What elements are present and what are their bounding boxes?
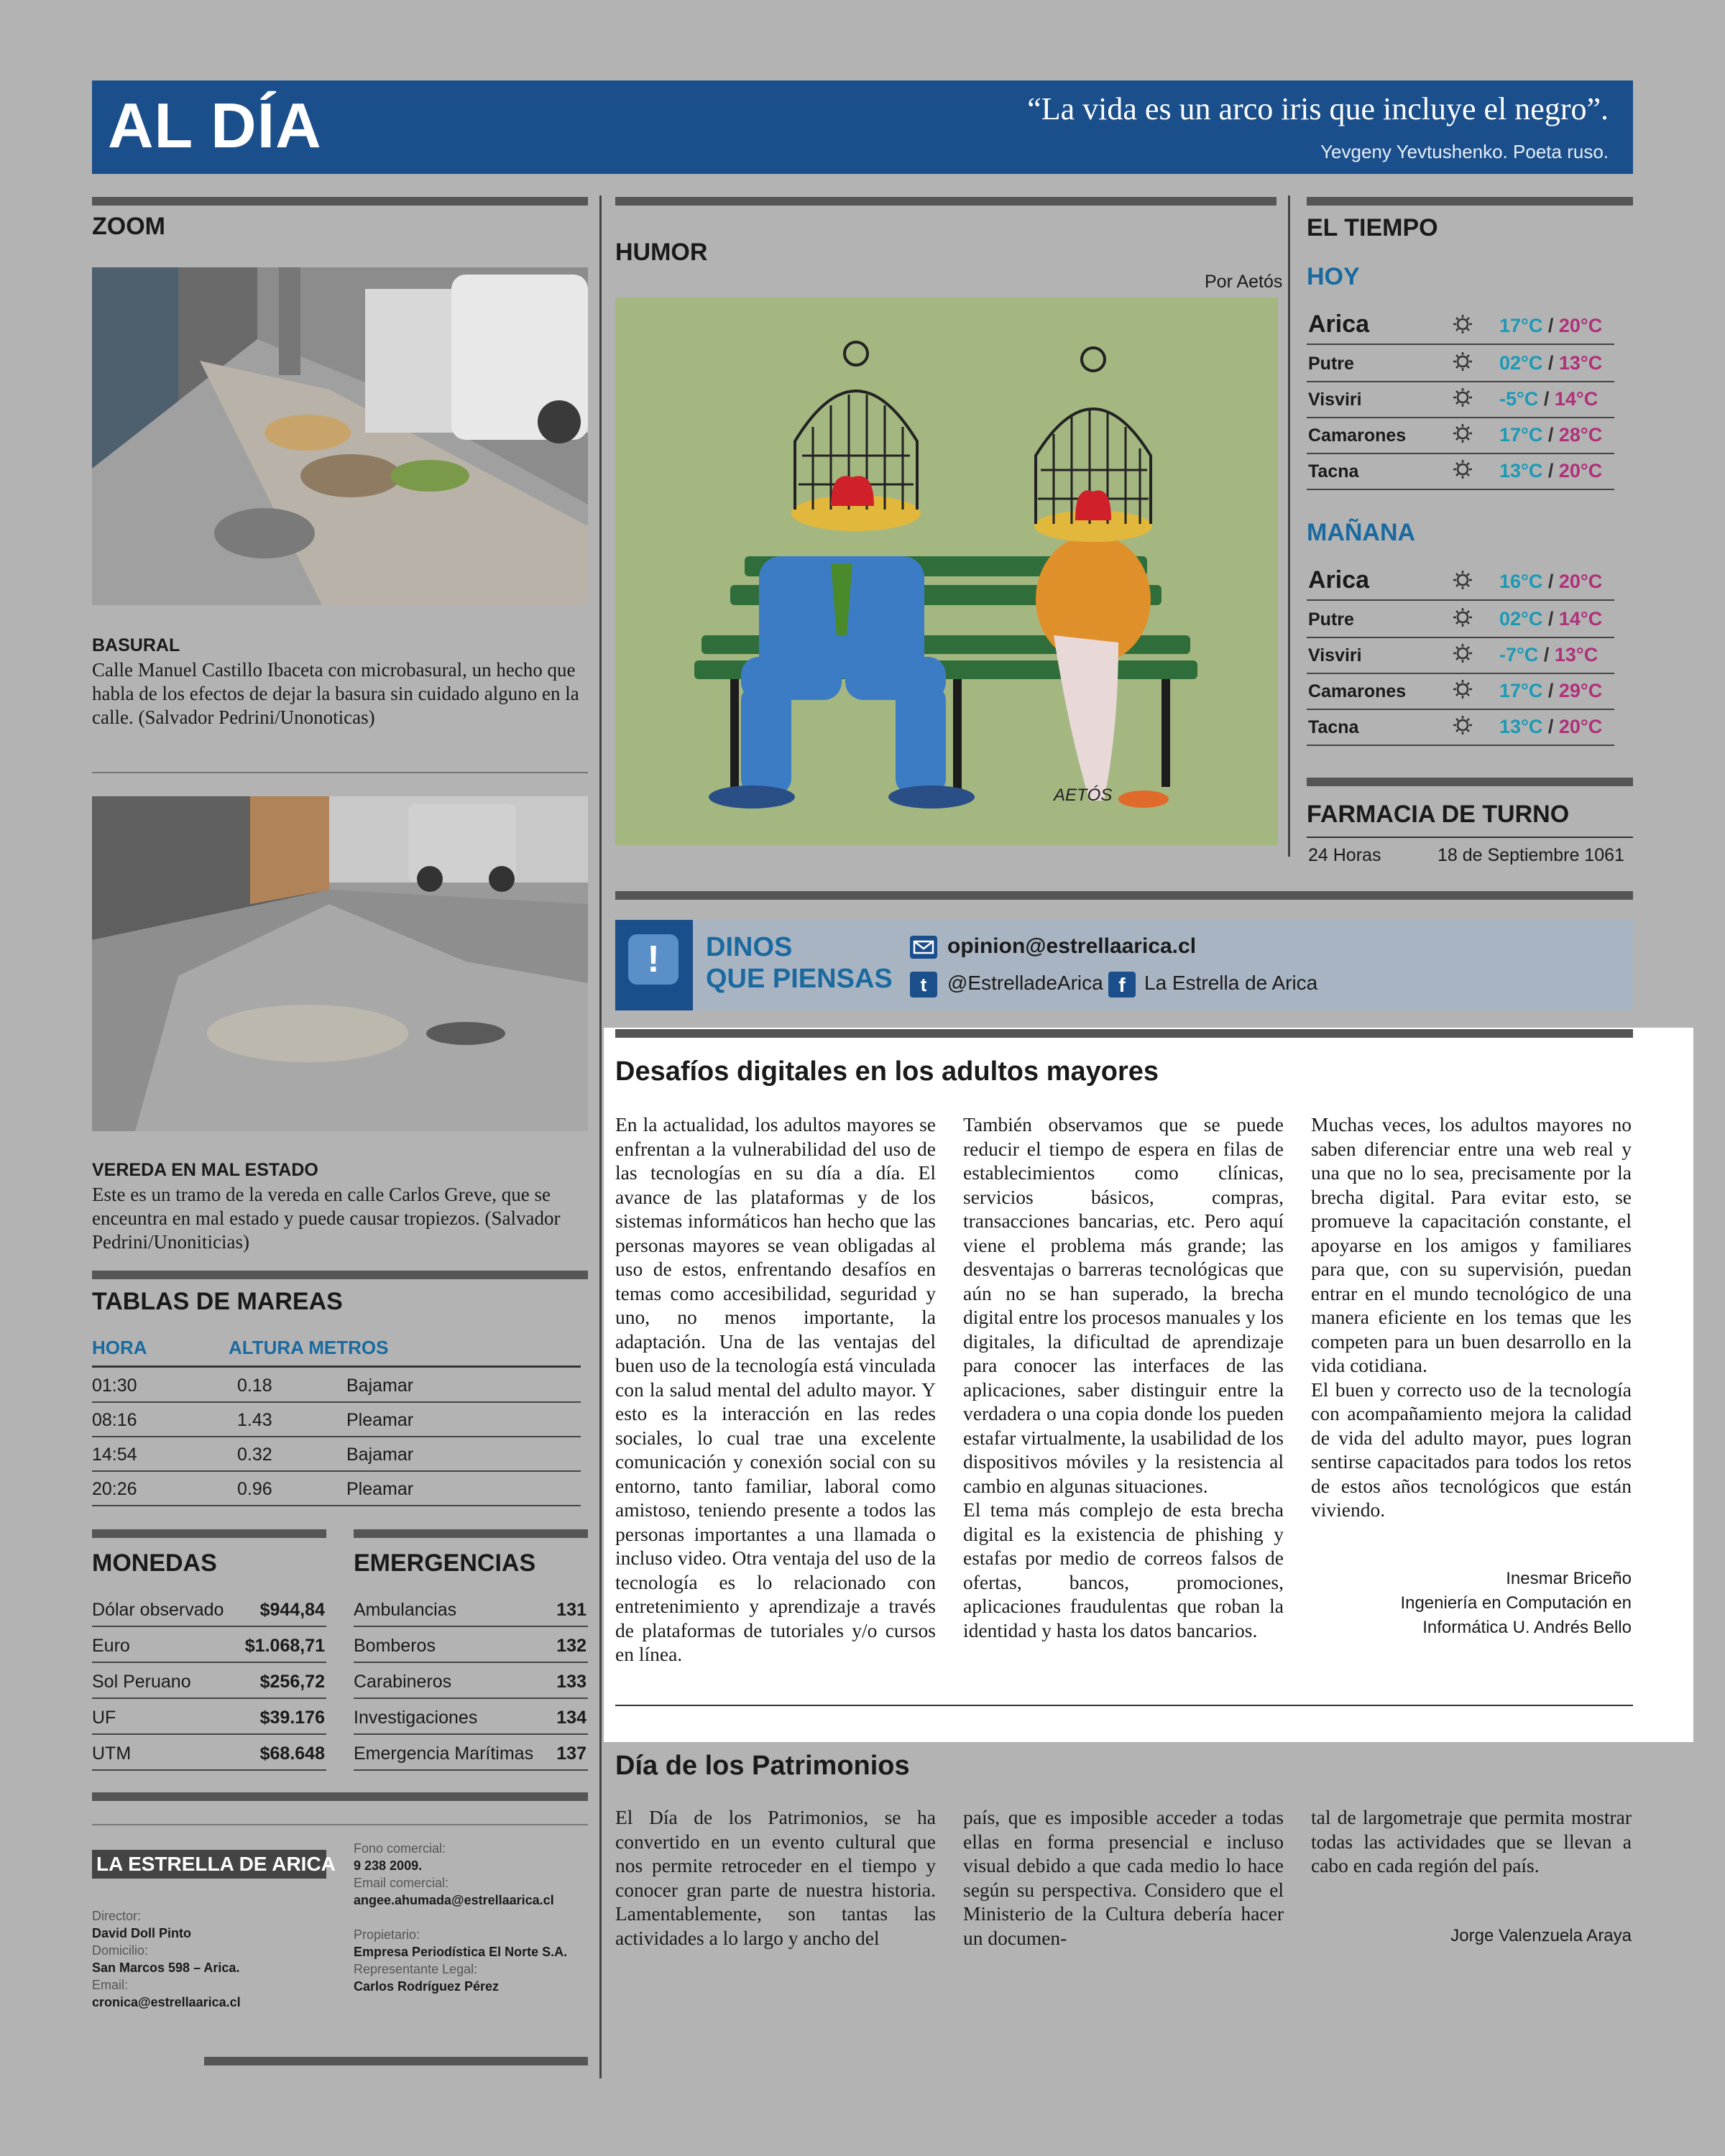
alert-icon: !: [628, 934, 678, 985]
list-item: [92, 1699, 326, 1735]
temp-high: 29°C: [1558, 680, 1603, 701]
weather-row: [1307, 637, 1614, 674]
weather-row: [1307, 601, 1614, 638]
address: San Marcos 598 – Arica.: [92, 1961, 240, 1975]
divider: [1307, 837, 1633, 838]
tide-type: Bajamar: [346, 1445, 414, 1465]
divider: [615, 1705, 1633, 1706]
sun-cloud-icon: [1452, 569, 1476, 594]
temp-low: 17°C: [1499, 680, 1543, 701]
temp-low: -7°C: [1499, 644, 1539, 665]
tides-col-height: ALTURA METROS: [229, 1337, 389, 1358]
photo-vereda-caption: Este es un tramo de la vereda en calle Carlos Greve, que se enceuntra en mal estado y puede causar tropiezos. (Salvador Pedrini/Unoniticias): [92, 1184, 561, 1253]
temp-low: 02°C: [1499, 352, 1543, 374]
article1-col1: [615, 1112, 936, 1667]
sun-icon: [1452, 423, 1476, 447]
newspaper-logo: LA ESTRELLA DE ARICA: [92, 1850, 326, 1879]
list-item: [354, 1591, 588, 1627]
tide-time: 08:16: [92, 1410, 137, 1430]
temp-separator: /: [1547, 571, 1554, 592]
owner: Empresa Periodística El Norte S.A.: [354, 1945, 568, 1959]
section-rule: [1307, 197, 1633, 206]
temp-high: 20°C: [1558, 571, 1603, 592]
legal-label: Representante Legal:: [354, 1962, 478, 1976]
owner-label: Propietario:: [354, 1927, 420, 1942]
contact-heading-line1: DINOS: [706, 932, 793, 962]
sun-icon: [1452, 607, 1476, 631]
emergency-name: Investigaciones: [354, 1708, 478, 1728]
column-divider: [599, 195, 602, 2078]
emergency-number: 131: [556, 1600, 586, 1620]
article2-title: Día de los Patrimonios: [615, 1751, 910, 1781]
article2-col1: [615, 1805, 936, 1950]
weather-tomorrow-label: MAÑANA: [1307, 519, 1416, 546]
temp-separator: /: [1547, 680, 1554, 701]
weather-city: Visviri: [1308, 645, 1362, 665]
section-rule: [204, 2057, 588, 2065]
contact-facebook[interactable]: La Estrella de Arica: [1144, 972, 1318, 994]
temp-high: 14°C: [1554, 388, 1598, 410]
temp-separator: /: [1547, 315, 1554, 336]
weather-city: Visviri: [1308, 390, 1362, 410]
sun-icon: [1452, 714, 1476, 739]
temp-low: 02°C: [1499, 608, 1543, 630]
phone: 9 238 2009.: [354, 1858, 423, 1873]
article2-col1-text: El Día de los Patrimonios, se ha convertido en un evento cultural que nos permite retroceder en el tiempo y conocer gran parte de nuestra historia. Lamentablemente, son tantas las actividades a lo largo y ancho del: [615, 1806, 936, 1949]
contact-heading: [706, 931, 893, 995]
sun-icon: [1452, 351, 1476, 375]
emergency-name: Bomberos: [354, 1636, 436, 1656]
list-item: [354, 1663, 588, 1699]
article1-col3-para2: El buen y correcto uso de la tecnología con acompañamiento mejora la calidad de vida del adulto mayor, pues logran sentirse capacitados para todos los retos de estos años tecnológicos que están viviendo.: [1311, 1378, 1632, 1521]
currency-value: $944,84: [259, 1600, 325, 1620]
tides-col-hour: HORA: [92, 1337, 147, 1358]
weather-city: Camarones: [1308, 681, 1407, 701]
section-rule: [1307, 778, 1633, 786]
facebook-icon: f: [1108, 972, 1136, 998]
sun-icon: [1452, 387, 1476, 411]
tide-type: Pleamar: [346, 1479, 414, 1499]
emergency-name: Emergencia Marítimas: [354, 1743, 534, 1764]
weather-row: [1307, 673, 1614, 710]
weather-row: [1307, 453, 1614, 490]
emergency-number: 133: [556, 1672, 586, 1692]
weather-city: Tacna: [1308, 461, 1359, 482]
emergency-number: 132: [556, 1636, 586, 1656]
tide-height: 1.43: [237, 1410, 272, 1430]
temp-high: 13°C: [1554, 644, 1598, 665]
address-label: Domicilio:: [92, 1943, 149, 1958]
currency-value: $1.068,71: [244, 1636, 325, 1656]
tides-title: TABLAS DE MAREAS: [92, 1288, 343, 1315]
twitter-icon: t: [910, 972, 937, 998]
section-rule: [354, 1529, 588, 1538]
temp-low: -5°C: [1499, 388, 1539, 410]
pharmacy-title: FARMACIA DE TURNO: [1307, 801, 1570, 828]
comm-email-label: Email comercial:: [354, 1876, 449, 1890]
temp-separator: /: [1547, 424, 1554, 446]
legal: Carlos Rodríguez Pérez: [354, 1979, 500, 1994]
temp-low: 16°C: [1499, 571, 1543, 592]
weather-city: Arica: [1308, 566, 1370, 594]
photo-vereda: [92, 796, 588, 1131]
temp-separator: /: [1543, 644, 1550, 665]
list-item: [92, 1627, 326, 1663]
imprint-right: [354, 1840, 598, 1995]
emergencies-title: EMERGENCIAS: [354, 1549, 536, 1577]
sun-icon: [1452, 678, 1476, 703]
section-rule: [615, 891, 1633, 900]
list-item: [92, 1735, 326, 1771]
list-item: [354, 1627, 588, 1663]
section-rule: [92, 1529, 326, 1538]
emergency-number: 137: [556, 1743, 586, 1764]
imprint-left: [92, 1907, 329, 2011]
article1-author-affiliation: Informática U. Andrés Bello: [1422, 1618, 1632, 1637]
weather-city: Tacna: [1308, 717, 1359, 737]
currency-name: Sol Peruano: [92, 1672, 191, 1692]
divider: [92, 1824, 588, 1825]
tide-height: 0.96: [237, 1479, 272, 1499]
table-row: [92, 1368, 581, 1403]
director-label: Director:: [92, 1909, 142, 1923]
currency-value: $68.648: [259, 1743, 325, 1764]
table-row: [92, 1472, 581, 1506]
email: cronica@estrellaarica.cl: [92, 1995, 241, 2009]
tide-time: 20:26: [92, 1479, 137, 1499]
temp-low: 13°C: [1499, 716, 1543, 737]
comm-email: angee.ahumada@estrellaarica.cl: [354, 1893, 554, 1907]
article2-col2-text: país, que es imposible acceder a todas ellas en forma presencial e incluso visual debido a que cada medio lo hace según su perspectiva. Considero que el Ministerio de la Cultura debería hacer un documen-: [963, 1806, 1284, 1949]
temp-high: 20°C: [1558, 460, 1603, 482]
weather-city: Putre: [1308, 354, 1354, 374]
list-item: [92, 1591, 326, 1627]
sun-icon: [1452, 459, 1476, 483]
temp-low: 17°C: [1499, 424, 1543, 446]
contact-icon-box: [615, 920, 693, 1010]
article1-col2-para2: El tema más complejo de esta brecha digital es la existencia de phishing y estafas por medio de correos falsos de ofertas, bancos, promociones, aplicaciones fraudulentas que roban la identidad y hasta los datos bancarios.: [963, 1498, 1284, 1641]
article2-col2: [963, 1805, 1284, 1950]
article1-col2-para1: También observamos que se puede reducir el tiempo de espera en filas de establecimientos como clínicas, servicios básicos, compras, transacciones bancarias, etc. Pero aquí viene el problema más grande; las desventajas o barreras tecnológicas que aún no se han superado, la brecha digital entre los procesos manuales y los digitales, la dificultad de aprendizaje para conocer las interfaces de las aplicaciones, saber distinguir entre la verdadera o una copia donde los pueden estafar virtualmente, la usabilidad de los dispositivos móviles y la resistencia al cambio en algunas situaciones.: [963, 1113, 1284, 1497]
temp-separator: /: [1547, 608, 1554, 630]
temp-separator: /: [1547, 460, 1554, 482]
currency-name: Euro: [92, 1636, 130, 1656]
currency-name: UF: [92, 1708, 116, 1728]
tide-type: Pleamar: [346, 1410, 414, 1430]
article2-author: Jorge Valenzuela Araya: [1450, 1926, 1632, 1945]
humor-credit: Por Aetós: [1205, 272, 1283, 292]
temp-separator: /: [1543, 388, 1550, 410]
phone-label: Fono comercial:: [354, 1841, 446, 1856]
emergency-name: Carabineros: [354, 1672, 452, 1692]
currency-value: $39.176: [259, 1708, 325, 1728]
article1-col1-text: En la actualidad, los adultos mayores se enfrentan a la vulnerabilidad del uso de las tecnologías en su día a día. El avance de las plataformas y de los sistemas informáticos han hecho que las personas mayores se vean obligadas al uso de estos, enfrentando desafíos en temas como accesibilidad, seguridad y uno, no menos importante, la adaptación. Una de las ventajas del buen uso de la tecnología está vinculada con la salud mental del adulto mayor. Y esto es la interacción en las redes sociales, lo cual trae una excelente comunicación y conexión social con su entorno, tanto familiar, laboral como amistoso, teniendo presente a todos las personas importantes a una llamada o incluso video. Otra ventaja del uso de la tecnología es lo relacionado con entretenimiento y aprendizaje a través de plataformas de tutoriales y/o cursos en línea.: [615, 1113, 936, 1665]
article1-author-role: Ingeniería en Computación en: [1400, 1593, 1632, 1613]
list-item: [354, 1699, 588, 1735]
sun-cloud-icon: [1452, 313, 1476, 338]
mail-icon: [910, 936, 937, 959]
section-rule: [615, 1029, 1633, 1038]
tide-height: 0.32: [237, 1445, 272, 1465]
temp-low: 17°C: [1499, 315, 1543, 336]
pharmacy-hours: 24 Horas: [1308, 845, 1381, 865]
tide-time: 14:54: [92, 1445, 137, 1465]
cartoon-signature: AETÓS: [1054, 786, 1113, 805]
section-rule: [92, 1792, 588, 1801]
article1-title: Desafíos digitales en los adultos mayores: [615, 1056, 1159, 1087]
temp-separator: /: [1547, 352, 1554, 374]
section-rule: [615, 197, 1276, 206]
list-item: [92, 1663, 326, 1699]
director: David Doll Pinto: [92, 1926, 192, 1940]
humor-title: HUMOR: [615, 239, 708, 266]
temp-low: 13°C: [1499, 460, 1543, 482]
column-divider: [1288, 195, 1290, 857]
table-row: [92, 1403, 581, 1437]
currency-value: $256,72: [259, 1672, 325, 1692]
photo-basural-title: BASURAL: [92, 635, 180, 655]
currencies-title: MONEDAS: [92, 1549, 217, 1577]
email-label: Email:: [92, 1978, 129, 1992]
weather-row: [1307, 308, 1614, 345]
section-title: AL DÍA: [108, 90, 322, 161]
temp-high: 14°C: [1558, 608, 1603, 630]
temp-high: 28°C: [1558, 424, 1603, 446]
list-item: [354, 1735, 588, 1771]
temp-high: 13°C: [1558, 352, 1603, 374]
currency-name: Dólar observado: [92, 1600, 224, 1620]
weather-city: Camarones: [1308, 425, 1407, 446]
article1-col2: [963, 1112, 1284, 1642]
photo-vereda-title: VEREDA EN MAL ESTADO: [92, 1160, 318, 1180]
zoom-title: ZOOM: [92, 213, 165, 240]
contact-email[interactable]: opinion@estrellaarica.cl: [947, 934, 1197, 958]
section-rule: [92, 197, 588, 206]
emergency-number: 134: [556, 1708, 586, 1728]
article2-col3: [1311, 1805, 1632, 1878]
article2-col3-text: tal de largometraje que permita mostrar todas las actividades que se llevan a cabo en cada región del país.: [1311, 1806, 1632, 1876]
pharmacy-address: 18 de Septiembre 1061: [1438, 845, 1624, 865]
masthead-banner: [92, 80, 1633, 174]
sun-icon: [1452, 642, 1476, 667]
currency-name: UTM: [92, 1743, 132, 1764]
article1-author: Inesmar Briceño: [1506, 1569, 1632, 1588]
masthead-quote: “La vida es un arco iris que incluye el negro”.: [1027, 91, 1609, 126]
photo-basural-caption: Calle Manuel Castillo Ibaceta con microbasural, un hecho que habla de los efectos de dejar la basura sin cuidado alguno en la calle. (Salvador Pedrini/Unonoticas): [92, 659, 579, 728]
article1-col3: [1311, 1112, 1632, 1522]
emergency-name: Ambulancias: [354, 1600, 457, 1620]
weather-row: [1307, 417, 1614, 454]
tide-time: 01:30: [92, 1376, 137, 1396]
table-row: [92, 1437, 581, 1472]
weather-row: [1307, 345, 1614, 382]
weather-today-label: HOY: [1307, 263, 1360, 290]
divider: [92, 772, 588, 773]
tide-type: Bajamar: [346, 1376, 414, 1396]
masthead-quote-author: Yevgeny Yevtushenko. Poeta ruso.: [1320, 141, 1609, 162]
weather-row: [1307, 563, 1614, 601]
weather-row: [1307, 709, 1614, 746]
contact-twitter[interactable]: @EstrelladeArica: [947, 972, 1103, 994]
divider: [92, 1365, 581, 1368]
article1-col3-para1: Muchas veces, los adultos mayores no saben diferenciar entre una web real y una que no lo sea, precisamente por la brecha digital. Para evitar esto, se promueve la capacitación constante, el apoyarse en los amigos y familiares para que, con su supervisión, puedan entrar en el mundo tecnológico de una manera eficiente en los temas que les competen para un buen desarrollo en la vida cotidiana.: [1311, 1113, 1632, 1376]
temp-high: 20°C: [1558, 716, 1603, 737]
temp-high: 20°C: [1558, 315, 1603, 336]
section-rule: [92, 1271, 588, 1279]
weather-city: Arica: [1308, 310, 1370, 338]
photo-basural: [92, 267, 588, 605]
temp-separator: /: [1547, 716, 1554, 737]
article1-byline: [1311, 1567, 1632, 1640]
tide-height: 0.18: [237, 1376, 272, 1396]
weather-city: Putre: [1308, 609, 1354, 630]
humor-cartoon: [615, 298, 1278, 845]
contact-heading-line2: QUE PIENSAS: [706, 964, 893, 994]
weather-row: [1307, 381, 1614, 418]
weather-title: EL TIEMPO: [1307, 214, 1438, 241]
